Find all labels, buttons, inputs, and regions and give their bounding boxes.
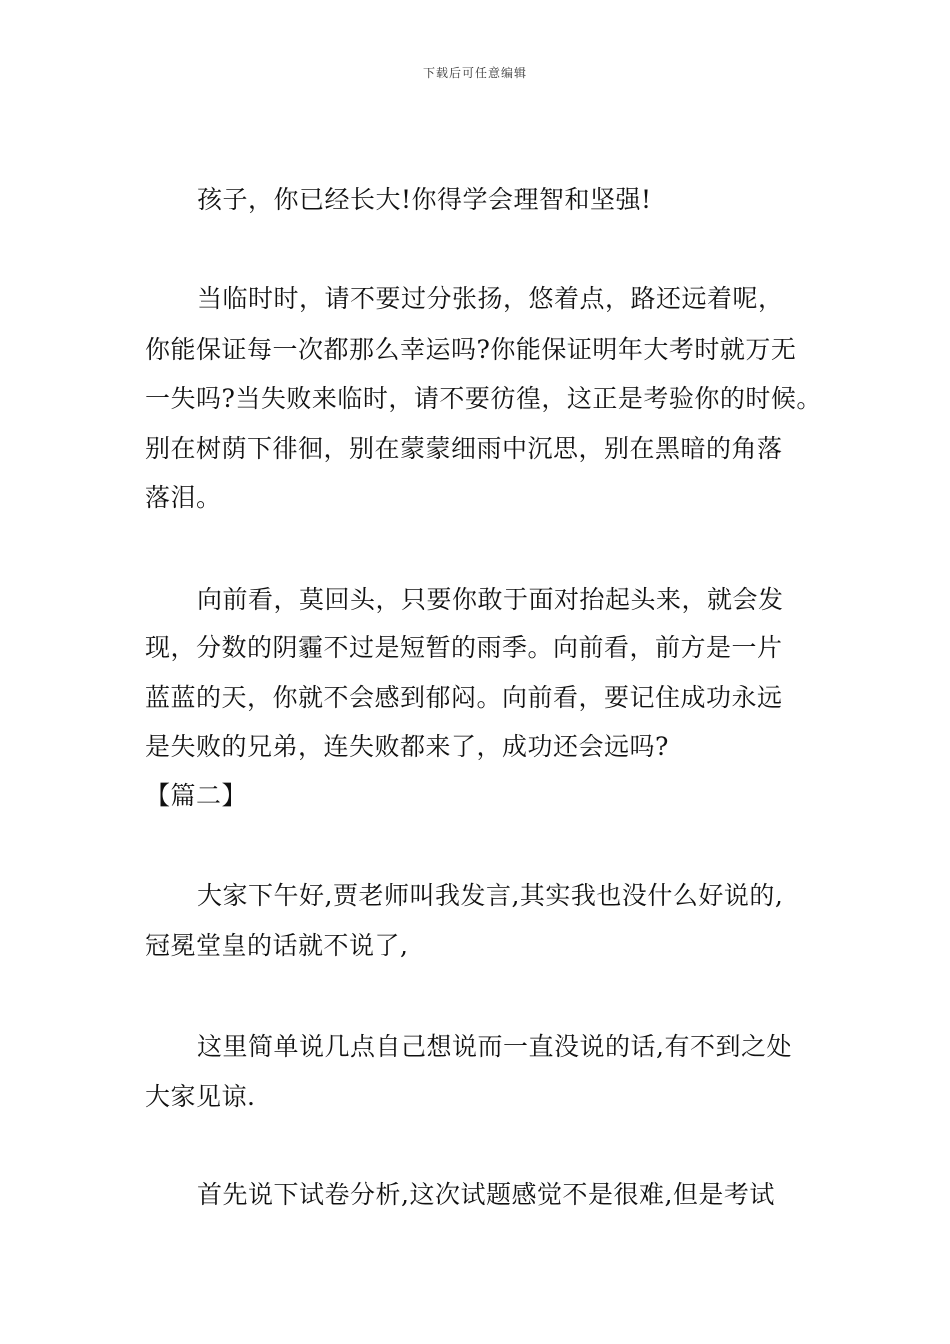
paragraph-line: 这里简单说几点自己想说而一直没说的话,有不到之处 xyxy=(197,1032,792,1061)
paragraph-line: 向前看，莫回头，只要你敢于面对抬起头来，就会发 xyxy=(197,585,784,614)
paragraph-line: 孩子，你已经长大!你得学会理智和坚强! xyxy=(197,185,652,214)
paragraph-line: 落泪。 xyxy=(145,483,222,512)
paragraph-line: 是失败的兄弟，连失败都来了，成功还会远吗? xyxy=(145,732,669,761)
paragraph-line: 一失吗?当失败来临时，请不要彷徨，这正是考验你的时候。 xyxy=(145,384,822,413)
paragraph-line: 蓝蓝的天，你就不会感到郁闷。向前看，要记住成功永远 xyxy=(145,683,783,712)
page-header-note: 下载后可任意编辑 xyxy=(422,66,527,80)
paragraph-line: 别在树荫下徘徊，别在蒙蒙细雨中沉思，别在黑暗的角落 xyxy=(145,434,783,463)
section-heading: 【篇二】 xyxy=(145,781,248,810)
paragraph-line: 现，分数的阴霾不过是短暂的雨季。向前看，前方是一片 xyxy=(145,633,783,662)
paragraph-line: 冠冕堂皇的话就不说了, xyxy=(145,931,409,960)
paragraph-line: 大家下午好,贾老师叫我发言,其实我也没什么好说的, xyxy=(197,881,784,910)
paragraph-line: 首先说下试卷分析,这次试题感觉不是很难,但是考试 xyxy=(197,1180,775,1209)
paragraph-line: 当临时时，请不要过分张扬，悠着点，路还远着呢， xyxy=(197,284,784,313)
paragraph-line: 你能保证每一次都那么幸运吗?你能保证明年大考时就万无 xyxy=(145,335,797,364)
paragraph-line: 大家见谅. xyxy=(145,1082,256,1111)
